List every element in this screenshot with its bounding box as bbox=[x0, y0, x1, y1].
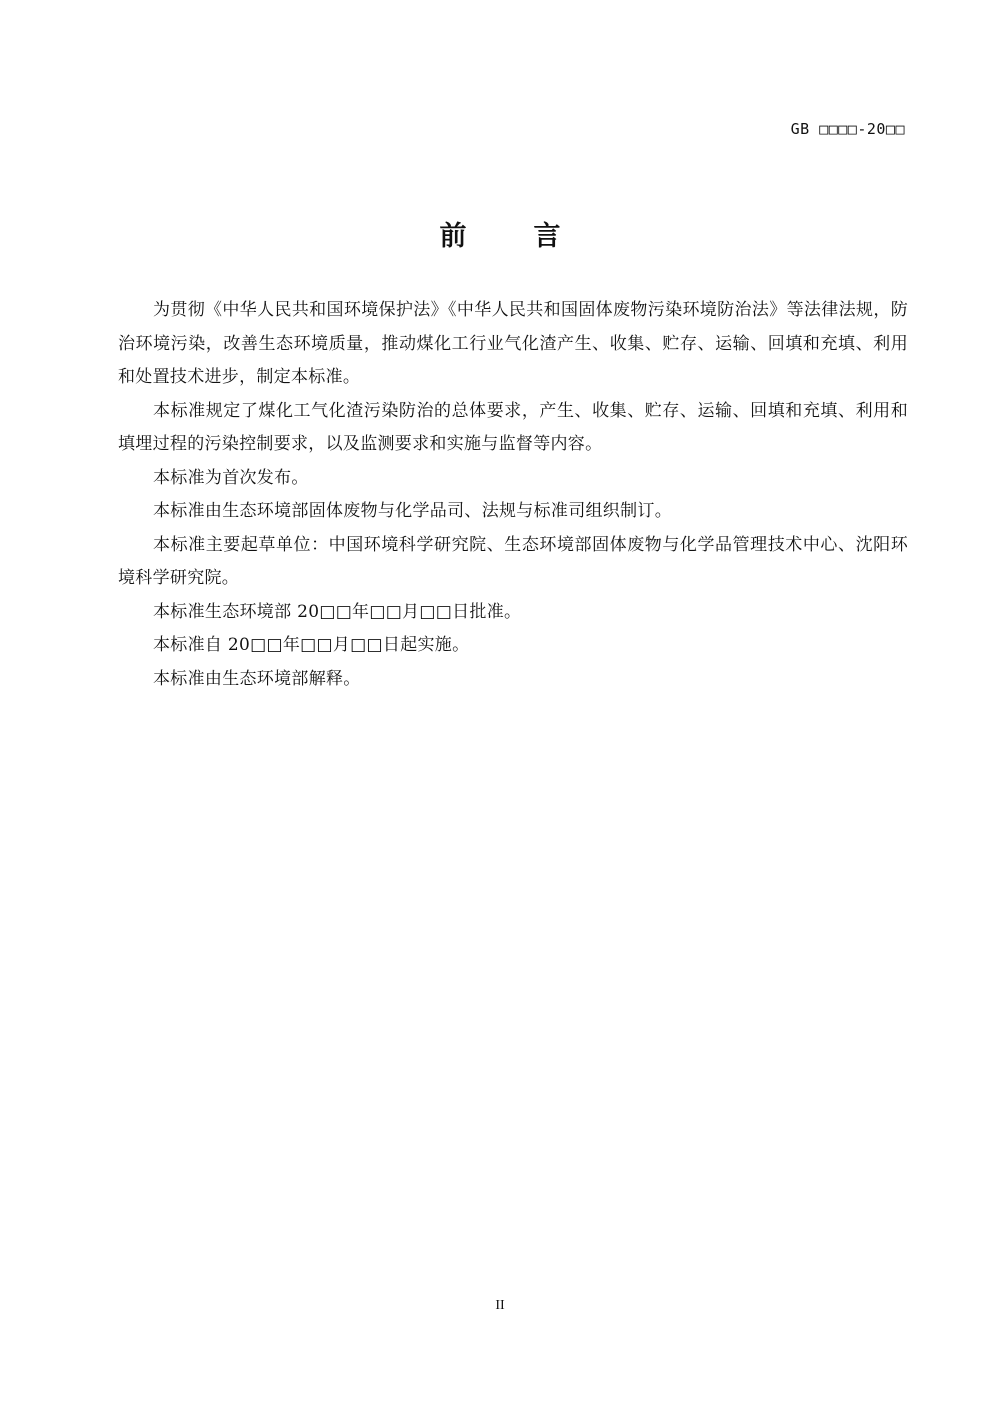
paragraph-scope: 本标准规定了煤化工气化渣污染防治的总体要求，产生、收集、贮存、运输、回填和充填、利用和填埋过程的污染控制要求，以及监测要求和实施与监督等内容。 bbox=[118, 400, 908, 454]
page-number: II bbox=[495, 1298, 505, 1313]
paragraph-organizer: 本标准由生态环境部固体废物与化学品司、法规与标准司组织制订。 bbox=[153, 501, 672, 521]
paragraph-effective-date: 本标准自 20□□年□□月□□日起实施。 bbox=[153, 635, 470, 655]
paragraph-interpretation: 本标准由生态环境部解释。 bbox=[153, 668, 361, 689]
page-title: 前 言 bbox=[439, 221, 581, 252]
paragraph-first-release: 本标准为首次发布。 bbox=[153, 467, 309, 488]
foreword-body bbox=[118, 294, 908, 696]
standard-code: GB □□□□-20□□ bbox=[790, 120, 905, 138]
paragraph-approval-date: 本标准生态环境部 20□□年□□月□□日批准。 bbox=[153, 601, 522, 622]
paragraph-purpose: 为贯彻《中华人民共和国环境保护法》《中华人民共和国固体废物污染环境防治法》等法律法规，防治环境污染，改善生态环境质量，推动煤化工行业气化渣产生、收集、贮存、运输、回填和充填、利用和处置技术进步，制定本标准。 bbox=[118, 300, 908, 387]
paragraph-drafting-units: 本标准主要起草单位：中国环境科学研究院、生态环境部固体废物与化学品管理技术中心、沈阳环境科学研究院。 bbox=[118, 534, 908, 588]
